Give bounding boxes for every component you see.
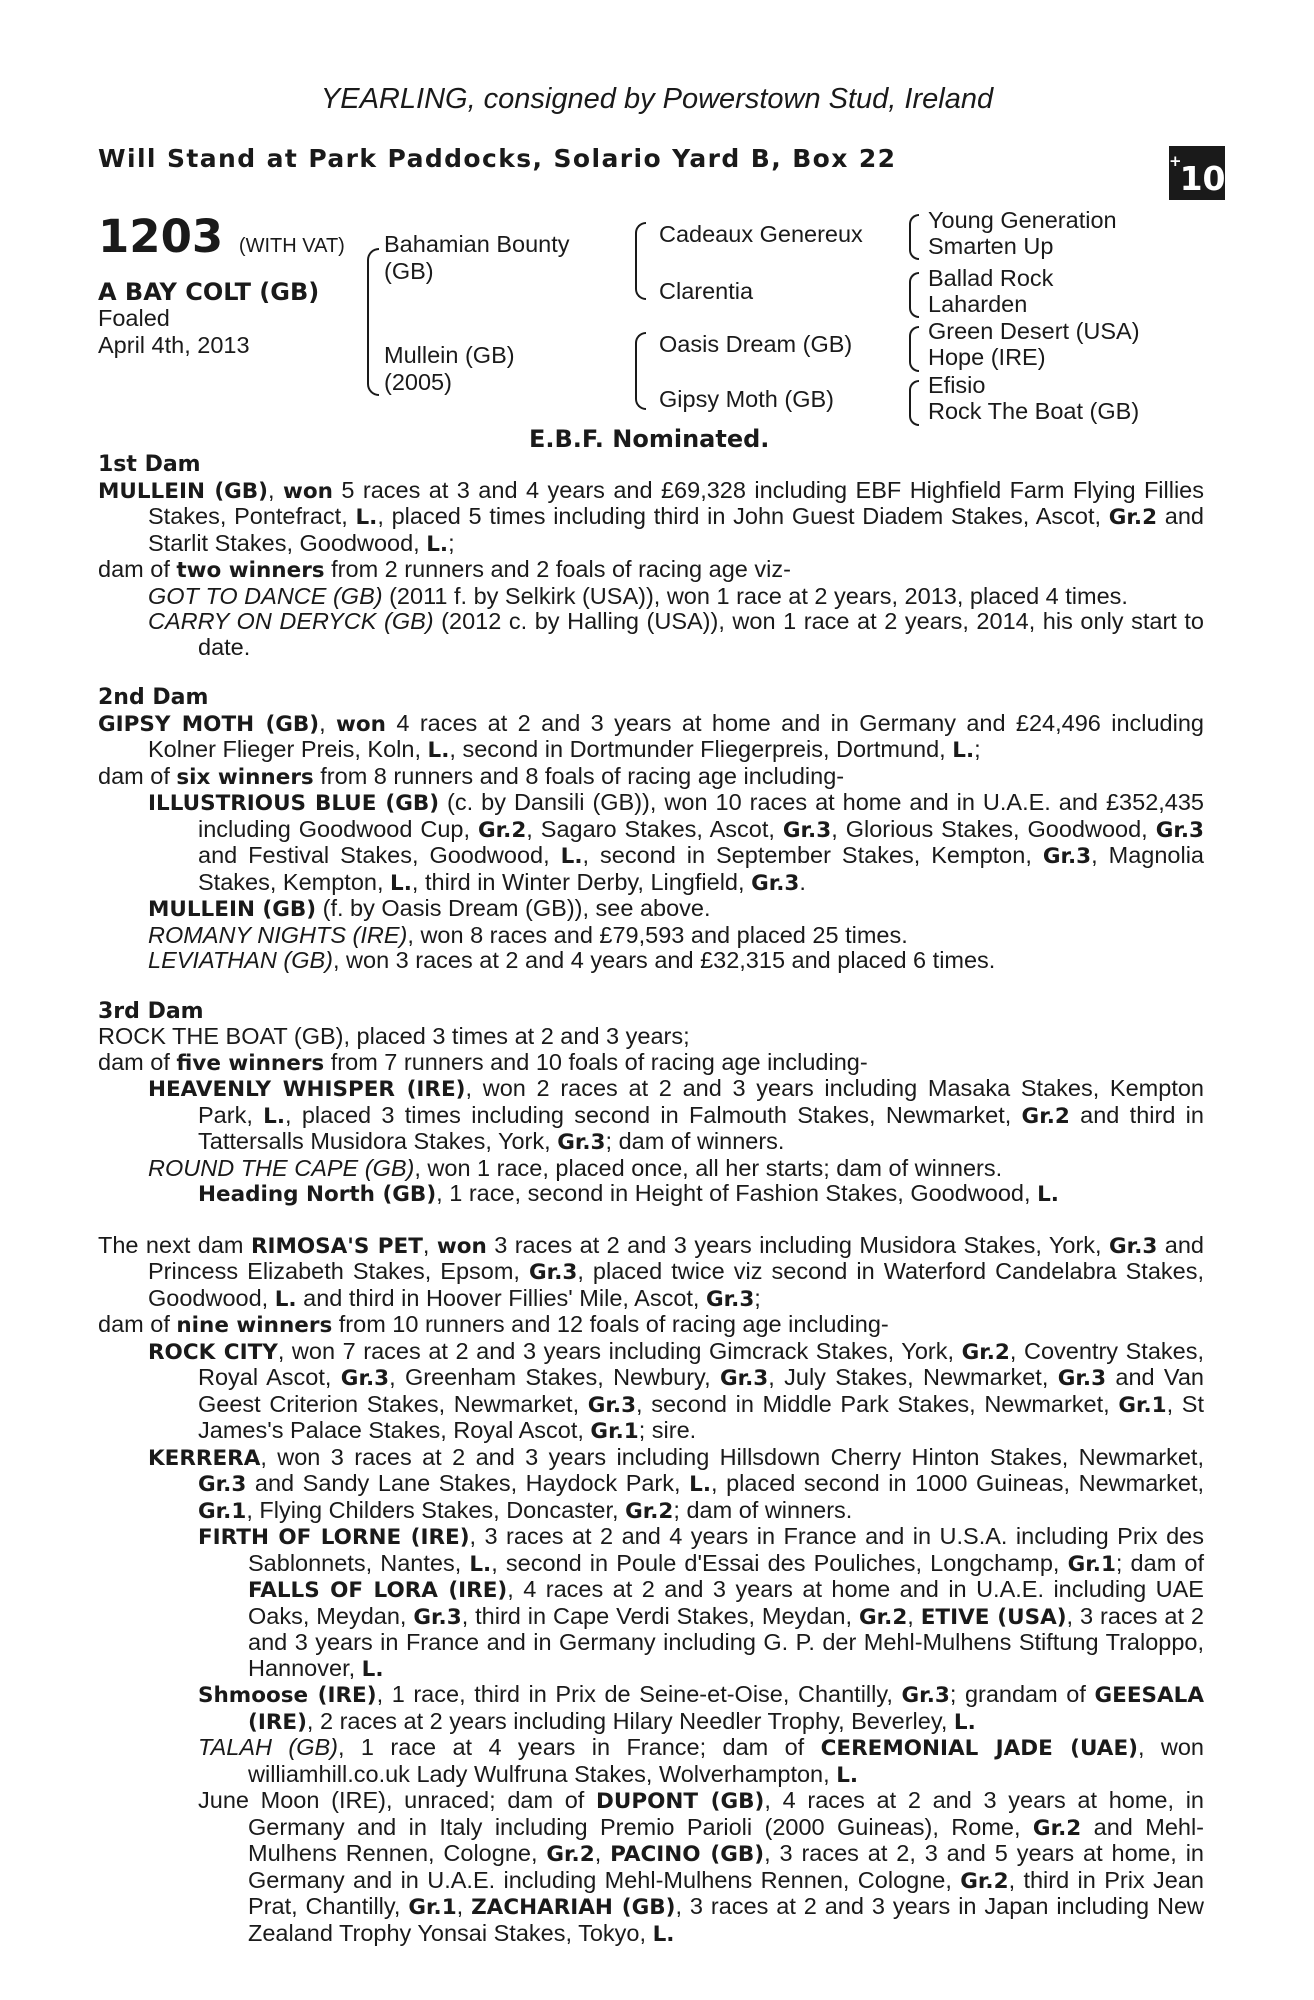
dam1-header: 1st Dam [98,452,201,477]
next-dam-record: The next dam RIMOSA'S PET, won 3 races at 2 and 3 years including Musidora Stakes, York, Gr.3 and Princess Elizabeth Stakes, Epsom, Gr.3, placed twice viz second in Waterford Candelabra Stakes, Goodwood, L. and third in Hoover Fillies' Mile, Ascot, Gr.3; [98,1231,1204,1312]
next-dam-produce-2-foal-3: TALAH (GB), 1 race at 4 years in France; dam of CEREMONIAL JADE (UAE), won williamhill.co.uk Lady Wulfruna Stakes, Wolverhampton, L. [198,1734,1204,1788]
page-badge [1169,146,1225,200]
dam2-produce-4: LEVIATHAN (GB), won 3 races at 2 and 4 years and £32,315 and placed 6 times. [148,947,996,973]
dam3-record: ROCK THE BOAT (GB), placed 3 times at 2 and 3 years; [98,1023,690,1049]
next-dam-produce-2-foal-4: June Moon (IRE), unraced; dam of DUPONT (GB), 4 races at 2 and 3 years at home, in Germany and in Italy including Premio Parioli (2000 Guineas), Rome, Gr.2 and Mehl-Mulhens Rennen, Cologne, Gr.2, PACINO (GB), 3 races at 2, 3 and 5 years at home, in Germany and in U.A.E. including Mehl-Mulhens Rennen, Cologne, Gr.2, third in Prix Jean Prat, Chantilly, Gr.1, ZACHARIAH (GB), 3 races at 2 and 3 years in Japan including New Zealand Trophy Yonsai Stakes, Tokyo, L. [198,1787,1204,1947]
next-dam-produce-2-foal-1: FIRTH OF LORNE (IRE), 3 races at 2 and 4 years in France and in U.S.A. including Prix des Sablonnets, Nantes, L., second in Poule d'Essai des Pouliches, Longchamp, Gr.1; dam of FALLS OF LORA (IRE), 4 races at 2 and 3 years at home and in U.A.E. including UAE Oaks, Meydan, Gr.3, third in Cape Verdi Stakes, Meydan, Gr.2, ETIVE (USA), 3 races at 2 and 3 years in France and in Germany including G. P. der Mehl-Mulhens Stiftung Traloppo, Hannover, L. [198,1523,1204,1682]
dam1-produce-1: GOT TO DANCE (GB) (2011 f. by Selkirk (USA)), won 1 race at 2 years, 2013, placed 4 times. [148,582,1128,609]
dam3-produce-1: HEAVENLY WHISPER (IRE), won 2 races at 2 and 3 years including Masaka Stakes, Kempton Park, L., placed 3 times including second in Falmouth Stakes, Newmarket, Gr.2 and third in Tattersalls Musidora Stakes, York, Gr.3; dam of winners. [148,1075,1204,1155]
dam2-produce-1: ILLUSTRIOUS BLUE (GB) (c. by Dansili (GB)), won 10 races at home and in U.A.E. and £352,435 including Goodwood Cup, Gr.2, Sagaro Stakes, Ascot, Gr.3, Glorious Stakes, Goodwood, Gr.3 and Festival Stakes, Goodwood, L., second in September Stakes, Kempton, Gr.3, Magnolia Stakes, Kempton, L., third in Winter Derby, Lingfield, Gr.3. [148,789,1205,896]
pedigree-brace-g78 [909,380,919,426]
pedigree-brace-g12 [909,214,919,260]
dam3-produce-2-foal: Heading North (GB), 1 race, second in Height of Fashion Stakes, Goodwood, L. [198,1180,1059,1207]
pedigree-g1: Young Generation [928,207,1117,233]
pedigree-g2: Smarten Up [928,233,1054,259]
ebf-nominated: E.B.F. Nominated. [529,425,770,453]
next-dam-produce-2: KERRERA, won 3 races at 2 and 3 years including Hillsdown Cherry Hinton Stakes, Newmarket, Gr.3 and Sandy Lane Stakes, Haydock Park, L., placed second in 1000 Guineas, Newmarket, Gr.1, Flying Childers Stakes, Doncaster, Gr.2; dam of winners. [148,1443,1204,1524]
badge-number: 10 [1179,159,1226,198]
dam2-header: 2nd Dam [98,685,209,710]
pedigree-sire-sire: Cadeaux Genereux [659,221,863,247]
lot-vat: (WITH VAT) [238,235,345,257]
badge-plus: + [1169,152,1182,170]
pedigree-g7: Efisio [928,372,986,398]
stable-location: Will Stand at Park Paddocks, Solario Yard B, Box 22 [98,144,897,173]
next-dam-produce-1: ROCK CITY, won 7 races at 2 and 3 years including Gimcrack Stakes, York, Gr.2, Coventry Stakes, Royal Ascot, Gr.3, Greenham Stakes, Newbury, Gr.3, July Stakes, Newmarket, Gr.3 and Van Geest Criterion Stakes, Newmarket, Gr.3, second in Middle Park Stakes, Newmarket, Gr.1, St James's Palace Stakes, Royal Ascot, Gr.1; sire. [148,1337,1205,1444]
pedigree-dam-sire: Oasis Dream (GB) [659,331,853,357]
pedigree-g5: Green Desert (USA) [928,318,1140,344]
pedigree-brace-main [367,248,379,396]
foaled-label: Foaled [98,305,170,331]
lot-number: 1203 [98,210,224,263]
pedigree-dam: Mullein (GB) (2005) [384,342,515,395]
pedigree-brace-sire [635,222,646,300]
pedigree-sire: Bahamian Bounty (GB) [384,231,570,284]
pedigree-g3: Ballad Rock [928,265,1054,291]
lot-name: A BAY COLT (GB) [98,278,320,306]
catalogue-subtitle: YEARLING, consigned by Powerstown Stud, Ireland [320,83,994,115]
foaled-date: April 4th, 2013 [98,332,250,358]
lot-number-line [98,212,345,271]
dam2-produce-3: ROMANY NIGHTS (IRE), won 8 races and £79,593 and placed 25 times. [148,921,908,948]
pedigree-brace-dam [635,332,646,410]
catalogue-body [98,452,1204,1947]
pedigree-sire-dam: Clarentia [659,278,754,304]
pedigree-g8: Rock The Boat (GB) [928,398,1140,424]
dam2-produce-summary: dam of six winners from 8 runners and 8 foals of racing age including- [98,762,845,790]
dam2-produce-2: MULLEIN (GB) (f. by Oasis Dream (GB)), see above. [148,895,711,922]
dam1-record: MULLEIN (GB), won 5 races at 3 and 4 years and £69,328 including EBF Highfield Farm Flying Fillies Stakes, Pontefract, L., placed 5 times including third in John Guest Diadem Stakes, Ascot, Gr.2 and Starlit Stakes, Goodwood, L.; [98,476,1205,557]
next-dam-produce-summary: dam of nine winners from 10 runners and 12 foals of racing age including- [98,1311,889,1338]
pedigree-dam-dam: Gipsy Moth (GB) [659,386,834,412]
pedigree-g4: Laharden [928,291,1028,317]
pedigree-brace-g56 [909,326,919,372]
dam2-record: GIPSY MOTH (GB), won 4 races at 2 and 3 years at home and in Germany and £24,496 including Kolner Flieger Preis, Koln, L., second in Dortmunder Fliegerpreis, Dortmund, L.; [98,709,1204,763]
next-dam-produce-2-foal-2: Shmoose (IRE), 1 race, third in Prix de Seine-et-Oise, Chantilly, Gr.3; grandam of GEESALA (IRE), 2 races at 2 years including Hilary Needler Trophy, Beverley, L. [198,1681,1204,1735]
dam1-produce-2: CARRY ON DERYCK (GB) (2012 c. by Halling (USA)), won 1 race at 2 years, 2014, his only start to date. [148,608,1204,660]
dam3-header: 3rd Dam [98,998,204,1024]
dam1-produce-summary: dam of two winners from 2 runners and 2 foals of racing age viz- [98,556,791,583]
pedigree-brace-g34 [909,272,919,318]
dam3-produce-summary: dam of five winners from 7 runners and 10 foals of racing age including- [98,1048,868,1076]
pedigree-g6: Hope (IRE) [928,344,1046,370]
dam3-produce-2: ROUND THE CAPE (GB), won 1 race, placed once, all her starts; dam of winners. [148,1154,1003,1181]
